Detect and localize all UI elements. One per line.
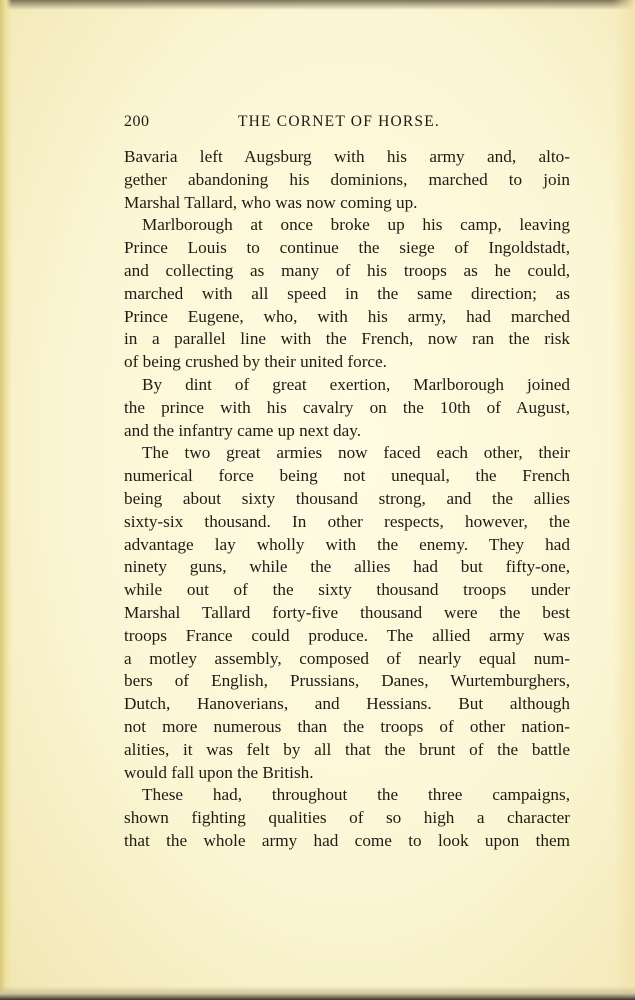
text-line: Marlborough at once broke up his camp, leaving [142,215,570,235]
text-line: Marshal Tallard, who was now coming up. [124,192,418,212]
text-line: gether abandoning his dominions, marched to join [124,169,570,189]
text-line: troops France could produce. The allied army was [124,625,570,645]
text-line: By dint of great exertion, Marlborough joined [142,374,570,394]
page-number: 200 [124,113,150,130]
text-line: of being crushed by their united force. [124,352,387,372]
page-bottom-edge [0,986,635,1000]
text-line: while out of the sixty thousand troops under [124,580,570,600]
text-line: bers of English, Prussians, Danes, Wurtemburghers, [124,671,570,691]
text-line: would fall upon the British. [124,762,314,782]
text-line: marched with all speed in the same direction; as [124,283,570,303]
text-line: in a parallel line with the French, now ran the risk [124,329,570,349]
text-line: Bavaria left Augsburg with his army and, alto- [124,147,570,166]
text-line: numerical force being not unequal, the French [124,466,570,486]
text-line: Prince Louis to continue the siege of Ingoldstadt, [124,238,570,258]
text-line: and collecting as many of his troops as he could, [124,260,570,280]
text-line: shown fighting qualities of so high a character [124,808,570,828]
text-line: and the infantry came up next day. [124,420,362,440]
text-line: the prince with his cavalry on the 10th of August, [124,397,570,417]
text-line: advantage lay wholly with the enemy. They had [124,534,570,554]
text-line: Prince Eugene, who, with his army, had marched [124,306,570,326]
text-line: These had, throughout the three campaigns, [142,785,570,805]
text-line: Marshal Tallard forty-five thousand were the best [124,602,570,622]
text-line: The two great armies now faced each other, their [142,443,570,463]
body-text [124,146,570,853]
text-line: a motley assembly, composed of nearly equal num- [124,648,570,668]
text-line: not more numerous than the troops of other nation- [124,716,570,736]
page-top-shadow [0,0,635,10]
running-head: THE CORNET OF HORSE. [238,113,440,130]
text-line: being about sixty thousand strong, and the allies [124,488,570,508]
text-line: sixty-six thousand. In other respects, however, the [124,511,570,531]
page-right-edge [613,0,635,1000]
page-left-edge [0,0,12,1000]
page-header [124,113,570,135]
text-line: alities, it was felt by all that the brunt of the battle [124,739,570,759]
text-line: Dutch, Hanoverians, and Hessians. But although [124,694,570,714]
text-line: ninety guns, while the allies had but fifty-one, [124,557,570,577]
text-line: that the whole army had come to look upon them [124,830,570,850]
